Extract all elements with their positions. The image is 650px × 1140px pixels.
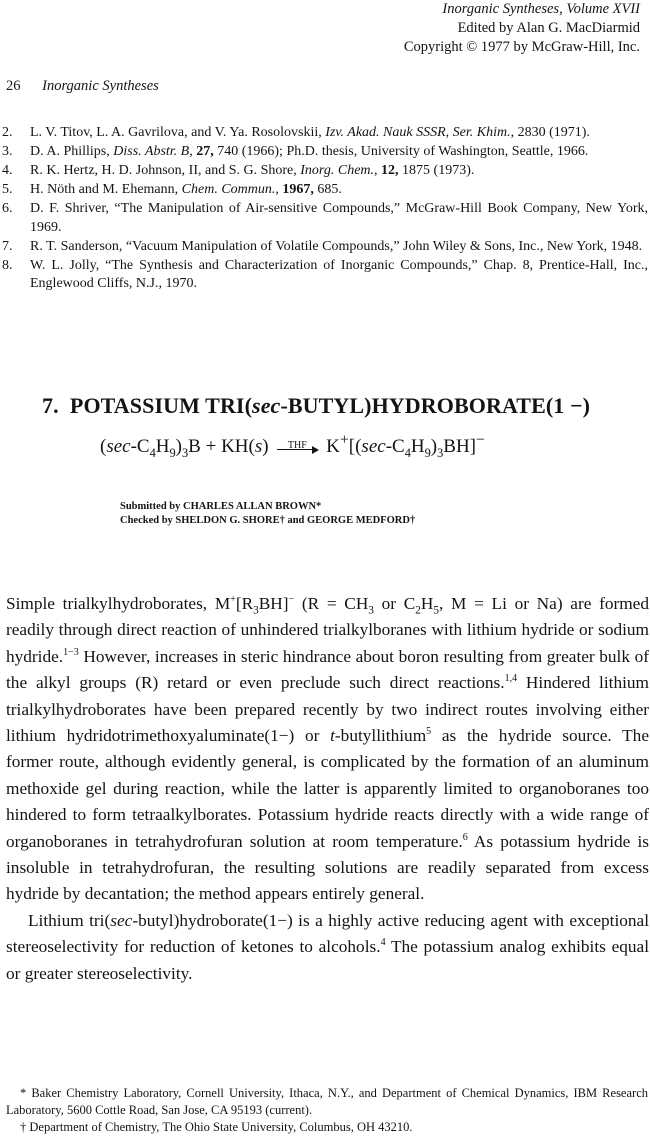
footnote: † Department of Chemistry, The Ohio State University, Columbus, OH 43210.	[20, 1120, 413, 1134]
reference-item: 4. R. K. Hertz, H. D. Johnson, II, and S. G. Shore, Inorg. Chem., 12, 1875 (1973).	[0, 162, 648, 181]
paragraph: Simple trialkylhydroborates, $M^+[R_3BH]^-$ ($R = CH_3$ or $C_2H_5$, M = Li or Na) are formed readily through direct reaction of unhindered trialkylboranes with lithium hydride or sodium hydride.$^{1-3}$ However, increases in steric hindrance about boron resulting from greater bulk of the alkyl groups (R) retard or even preclude such direct reactions.$^{1,4}$ Hindered lithium trialkylhydroborates have been prepared recently by two indirect routes involving either lithium hydridotrimethoxyaluminate(1−) or t-butyllithium$^5$ as the hydride source. The former route, although evidently general, is complicated by the formation of an aluminum methoxide gel during reaction, while the latter is apparently limited to organoboranes too hindered to form tetraalkylborates. Potassium hydride reacts directly with a wide range of organoboranes in tetrahydrofuran solution at room temperature.$^6$ As potassium hydride is insoluble in tetrahydrofuran, the resulting solutions are readily separated from excess hydride by decantation; the method appears entirely general.	[6, 594, 649, 904]
reference-item: 6. D. F. Shriver, “The Manipulation of Air-sensitive Compounds,” McGraw-Hill Book Company, New York, 1969.	[0, 200, 648, 237]
reaction-arrow	[277, 440, 317, 455]
credits	[120, 500, 415, 528]
reference-item: 3. D. A. Phillips, Diss. Abstr. B, 27, 740 (1966); Ph.D. thesis, University of Washington, Seattle, 1966.	[0, 143, 648, 162]
reference-text: D. A. Phillips, Diss. Abstr. B, 27, 740 (1966); Ph.D. thesis, University of Washington, Seattle, 1966.	[30, 144, 589, 159]
checked-by: Checked by SHELDON G. SHORE† and GEORGE MEDFORD†	[120, 515, 416, 526]
footnotes	[6, 1085, 648, 1136]
reference-text: R. K. Hertz, H. D. Johnson, II, and S. G. Shore, Inorg. Chem., 12, 1875 (1973).	[30, 163, 475, 178]
section-number: 7.	[42, 393, 59, 418]
submitted-by: Submitted by CHARLES ALLAN BROWN*	[120, 501, 322, 512]
copyright-block	[404, 0, 640, 57]
section-heading: 7. POTASSIUM TRI(sec-BUTYL)HYDROBORATE(1 −)	[42, 393, 591, 418]
reference-text: L. V. Titov, L. A. Gavrilova, and V. Ya. Rosolovskii, Izv. Akad. Nauk SSSR, Ser. Khim., 2830 (1971).	[30, 125, 590, 140]
reaction-equation: $(\sec-C_4H_9)_3B + KH(s)$ THF $K^+[(\sec-C_4H_9)_3BH]^-$	[100, 431, 485, 460]
reference-list	[0, 124, 648, 294]
book-title: Inorganic Syntheses, Volume XVII	[442, 1, 640, 17]
running-head-title: Inorganic Syntheses	[42, 78, 159, 94]
reference-item: 8. W. L. Jolly, “The Synthesis and Characterization of Inorganic Compounds,” Chap. 8, Prentice-Hall, Inc., Englewood Cliffs, N.J., 1970.	[0, 257, 648, 294]
body-text	[6, 591, 649, 987]
solvent-label: THF	[287, 440, 307, 451]
page-number: 26	[6, 78, 21, 94]
reference-item: 5. H. Nöth and M. Ehemann, Chem. Commun., 1967, 685.	[0, 181, 648, 200]
reference-text: H. Nöth and M. Ehemann, Chem. Commun., 1967, 685.	[30, 182, 342, 197]
reference-text: D. F. Shriver, “The Manipulation of Air-sensitive Compounds,” McGraw-Hill Book Company, New York, 1969.	[30, 201, 648, 235]
product: $K^+[(\sec-C_4H_9)_3BH]^-$	[326, 431, 485, 460]
reference-item: 7. R. T. Sanderson, “Vacuum Manipulation of Volatile Compounds,” John Wiley & Sons, Inc., New York, 1948.	[0, 238, 648, 257]
reactant-organoborane: $(\sec-C_4H_9)_3B$	[100, 436, 201, 460]
reference-text: W. L. Jolly, “The Synthesis and Characterization of Inorganic Compounds,” Chap. 8, Prentice-Hall, Inc., Englewood Cliffs, N.J., 1970.	[30, 257, 648, 291]
running-head	[6, 78, 159, 95]
footnote: * Baker Chemistry Laboratory, Cornell University, Ithaca, N.Y., and Department of Chemical Dynamics, IBM Research Laboratory, 5600 Cottle Road, San Jose, CA 95193 (current).	[6, 1086, 648, 1117]
paragraph: Lithium tri(sec-butyl)hydroborate(1−) is a highly active reducing agent with exceptional stereoselectivity for reduction of ketones to alcohols.$^4$ The potassium analog exhibits equal or greater stereoselectivity.	[6, 910, 650, 983]
reference-text: R. T. Sanderson, “Vacuum Manipulation of Volatile Compounds,” John Wiley & Sons, Inc., New York, 1948.	[30, 238, 643, 254]
copyright-line: Copyright © 1977 by McGraw-Hill, Inc.	[403, 39, 640, 55]
reactant-potassium-hydride: KH(s)	[221, 436, 269, 457]
editor-line: Edited by Alan G. MacDiarmid	[457, 20, 640, 36]
reference-item: 2. L. V. Titov, L. A. Gavrilova, and V. Ya. Rosolovskii, Izv. Akad. Nauk SSSR, Ser. Khim., 2830 (1971).	[0, 124, 648, 143]
